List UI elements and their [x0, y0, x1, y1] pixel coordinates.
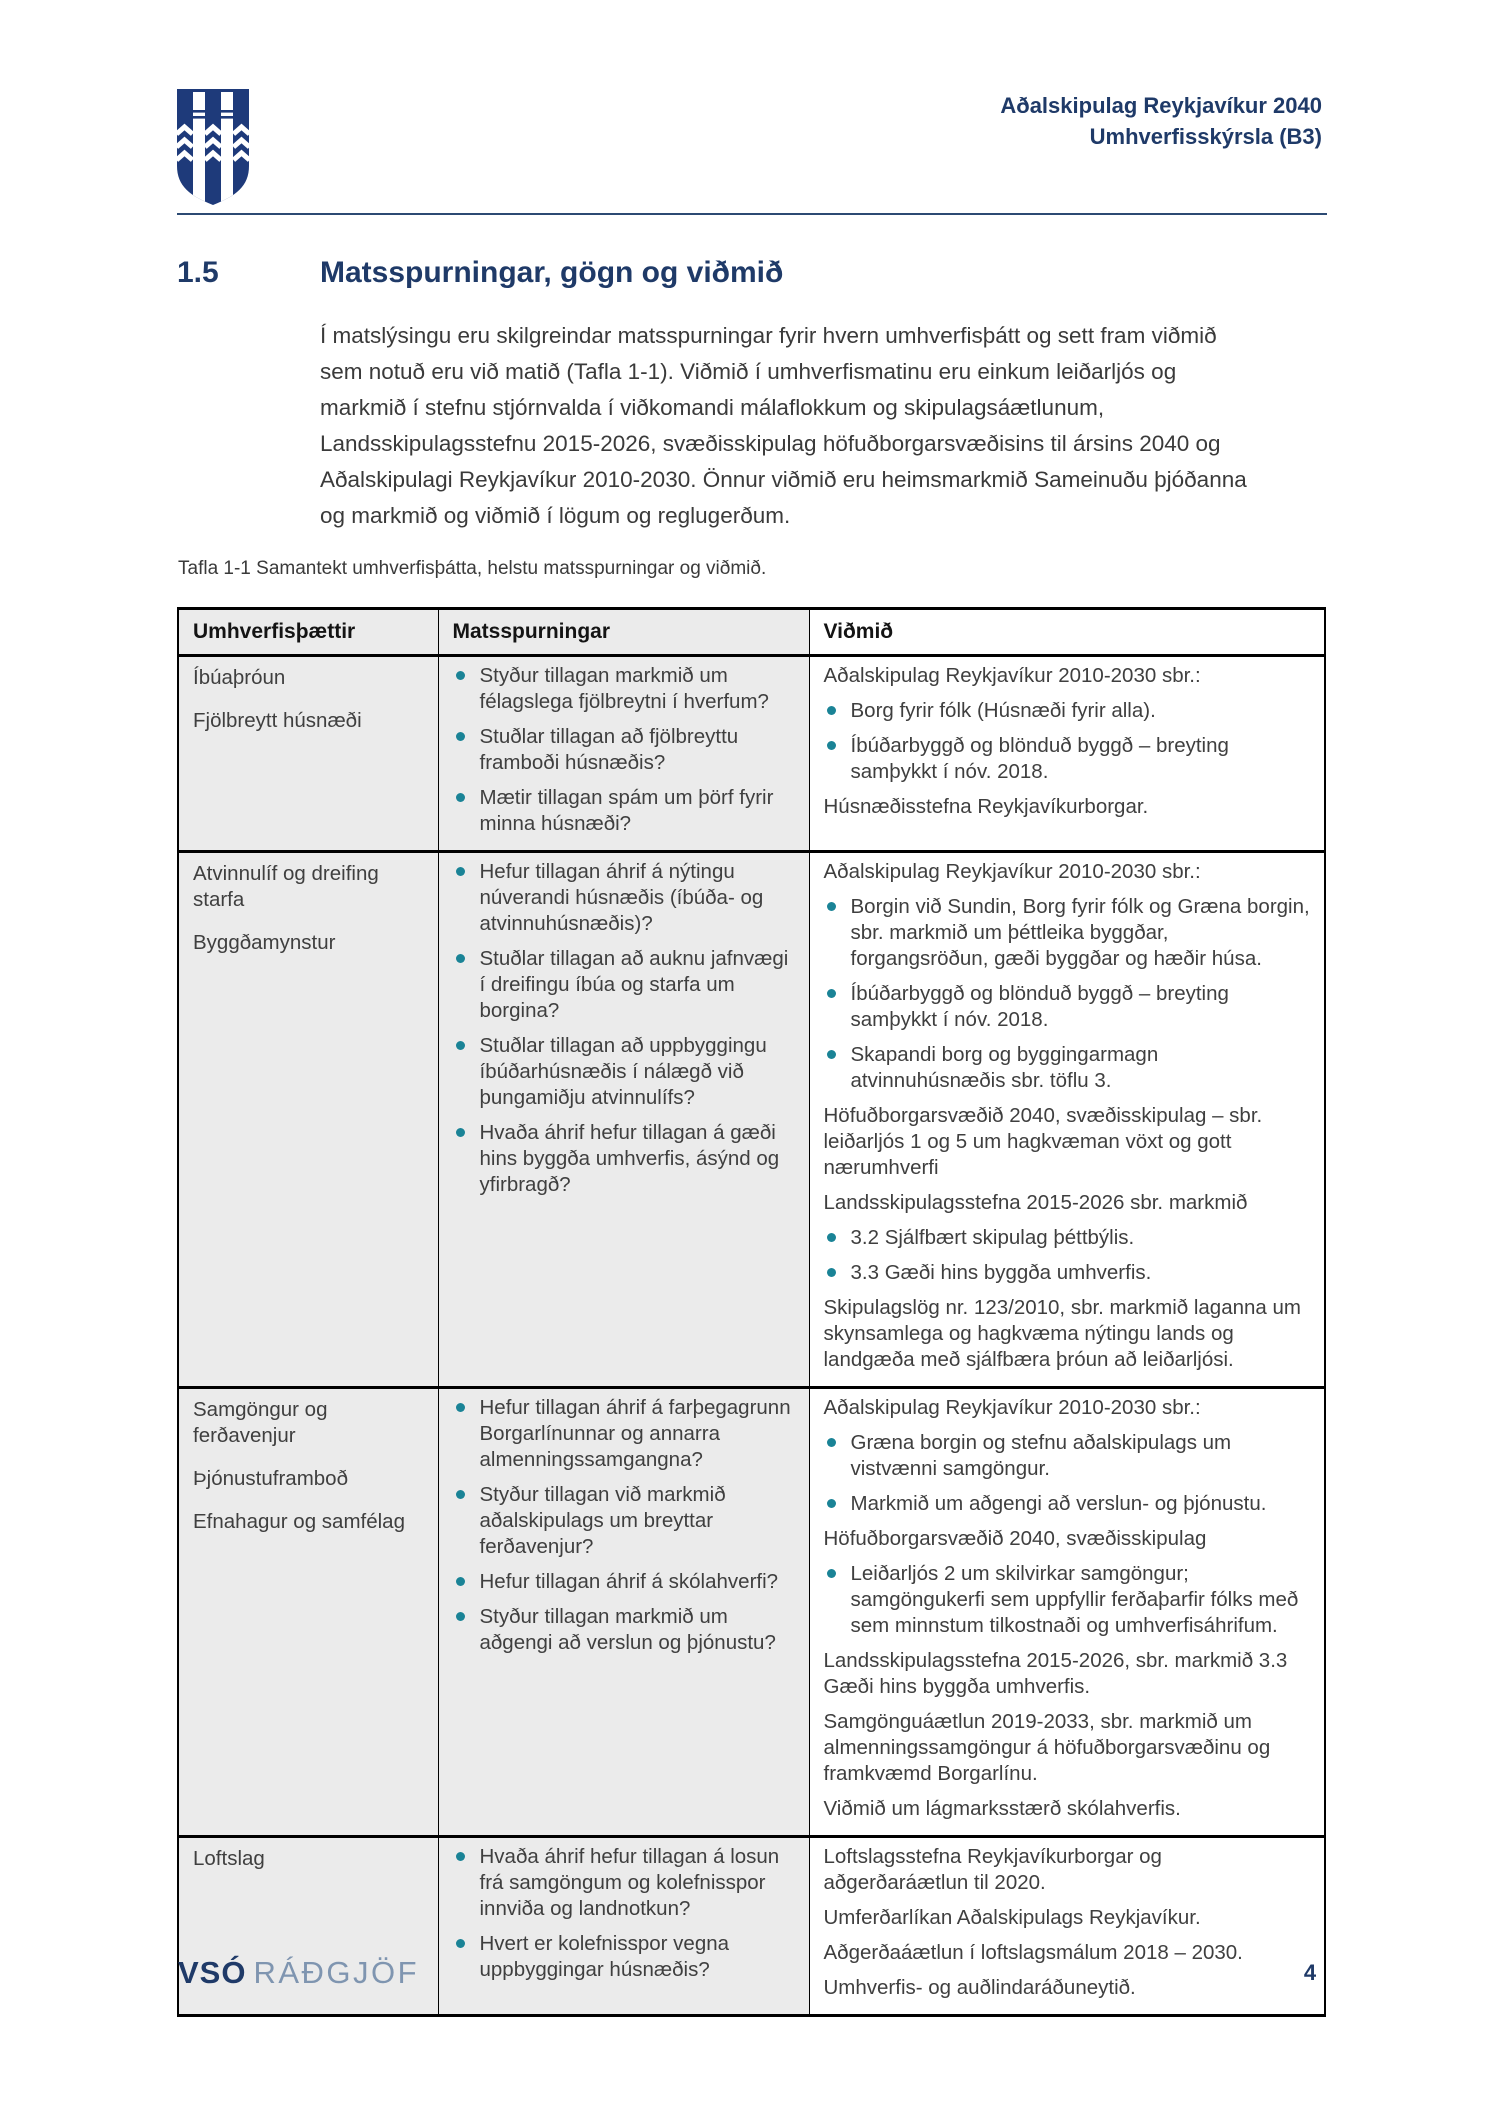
- factor-line: Efnahagur og samfélag: [193, 1510, 405, 1533]
- cell-assessment-questions: [438, 656, 809, 852]
- cell-criteria: [809, 1388, 1325, 1837]
- criterion-bullet-item: Leiðarljós 2 um skilvirkar samgöngur; samgöngukerfi sem uppfyllir ferðaþarfir fólks með sem minnstum tilkostnaði og umhverfisáhrifum.: [824, 1561, 1311, 1639]
- document-header: [1000, 90, 1322, 152]
- table-row: [178, 852, 1325, 1388]
- cell-criteria: [809, 1837, 1325, 2016]
- summary-table: [177, 607, 1326, 2017]
- criterion-bullet-item: Skapandi borg og byggingarmagn atvinnuhúsnæðis sbr. töflu 3.: [824, 1042, 1311, 1094]
- criterion-text: Samgönguáætlun 2019-2033, sbr. markmið um almenningssamgöngur á höfuðborgarsvæðinu og framkvæmd Borgarlínu.: [823, 1710, 1271, 1785]
- cell-criteria: [809, 852, 1325, 1388]
- factor-line: Íbúaþróun: [193, 666, 286, 689]
- criterion-text: Landsskipulagsstefna 2015-2026, sbr. markmið 3.3 Gæði hins byggða umhverfis.: [823, 1649, 1288, 1698]
- factor-line: Atvinnulíf og dreifing starfa: [193, 862, 379, 911]
- criterion-text: Loftslagsstefna Reykjavíkurborgar og aðgerðaráætlun til 2020.: [823, 1845, 1162, 1894]
- table-row: [178, 1388, 1325, 1837]
- question-bullet-item: Styður tillagan markmið um félagslega fjölbreytni í hverfum?: [453, 663, 795, 715]
- header-title-line1: Aðalskipulag Reykjavíkur 2040: [1000, 93, 1322, 118]
- criterion-bullet-item: Markmið um aðgengi að verslun- og þjónustu.: [824, 1491, 1311, 1517]
- criterion-text: Viðmið um lágmarksstærð skólahverfis.: [823, 1797, 1181, 1820]
- footer-logo-light: RÁÐGJÖF: [253, 1955, 420, 1990]
- header-divider: [177, 213, 1327, 215]
- criterion-text: Höfuðborgarsvæðið 2040, svæðisskipulag – sbr. leiðarljós 1 og 5 um hagkvæman vöxt og gott nærumhverfi: [823, 1104, 1263, 1179]
- question-bullet-item: Hefur tillagan áhrif á farþegagrunn Borgarlínunnar og annarra almenningssamgangna?: [453, 1395, 795, 1473]
- cell-assessment-questions: [438, 852, 809, 1388]
- question-bullet-item: Hvaða áhrif hefur tillagan á gæði hins byggða umhverfis, ásýnd og yfirbragð?: [453, 1120, 795, 1198]
- question-bullet-item: Hefur tillagan áhrif á skólahverfi?: [453, 1569, 795, 1595]
- cell-environmental-factors: [178, 656, 438, 852]
- criterion-text: Húsnæðisstefna Reykjavíkurborgar.: [823, 795, 1149, 818]
- table-body: [178, 656, 1325, 2016]
- question-bullet-item: Mætir tillagan spám um þörf fyrir minna húsnæði?: [453, 785, 795, 837]
- footer-logo: [178, 1955, 419, 1991]
- criterion-text: Höfuðborgarsvæðið 2040, svæðisskipulag: [823, 1527, 1207, 1550]
- cell-assessment-questions: [438, 1388, 809, 1837]
- criterion-text: Aðalskipulag Reykjavíkur 2010-2030 sbr.:: [823, 1396, 1201, 1419]
- question-bullet-item: Stuðlar tillagan að uppbyggingu íbúðarhúsnæðis í nálægð við þungamiðju atvinnulífs?: [453, 1033, 795, 1111]
- intro-paragraph: Í matslýsingu eru skilgreindar matsspurningar fyrir hvern umhverfisþátt og sett fram viðmið sem notuð eru við matið (Tafla 1-1). Viðmið í umhverfismatinu eru einkum leiðarljós og markmið í stefnu stjórnvalda í viðkomandi málaflokkum og skipulagsáætlunum, Landsskipulagsstefnu 2015-2026, svæðisskipulag höfuðborgarsvæðisins til ársins 2040 og Aðalskipulagi Reykjavíkur 2010-2030. Önnur viðmið eru heimsmarkmið Sameinuðu þjóðanna og markmið og viðmið í lögum og reglugerðum.: [320, 323, 1247, 528]
- table-row: [178, 656, 1325, 852]
- question-bullet-item: Hvert er kolefnisspor vegna uppbyggingar húsnæðis?: [453, 1931, 795, 1983]
- reykjavik-coat-of-arms-icon: [176, 88, 250, 206]
- criterion-bullet-item: Íbúðarbyggð og blönduð byggð – breyting samþykkt í nóv. 2018.: [824, 733, 1311, 785]
- question-bullet-item: Stuðlar tillagan að auknu jafnvægi í dreifingu íbúa og starfa um borgina?: [453, 946, 795, 1024]
- criterion-bullet-item: 3.2 Sjálfbært skipulag þéttbýlis.: [824, 1225, 1311, 1251]
- criterion-bullet-item: 3.3 Gæði hins byggða umhverfis.: [824, 1260, 1311, 1286]
- header-title-line2: Umhverfisskýrsla (B3): [1089, 124, 1322, 149]
- table-caption: Tafla 1-1 Samantekt umhverfisþátta, helstu matsspurningar og viðmið.: [178, 558, 767, 579]
- question-bullet-item: Hefur tillagan áhrif á nýtingu núverandi húsnæðis (íbúða- og atvinnuhúsnæðis)?: [453, 859, 795, 937]
- column-header-criteria: Viðmið: [809, 609, 1325, 656]
- criterion-bullet-item: Íbúðarbyggð og blönduð byggð – breyting samþykkt í nóv. 2018.: [824, 981, 1311, 1033]
- factor-line: Samgöngur og ferðavenjur: [193, 1398, 328, 1447]
- criterion-text: Umhverfis- og auðlindaráðuneytið.: [823, 1976, 1136, 1999]
- column-header-factors: Umhverfisþættir: [178, 609, 438, 656]
- footer-logo-bold: VSÓ: [178, 1955, 247, 1990]
- cell-environmental-factors: [178, 1388, 438, 1837]
- column-header-questions: Matsspurningar: [438, 609, 809, 656]
- criterion-text: Landsskipulagsstefna 2015-2026 sbr. markmið: [823, 1191, 1248, 1214]
- table-header-row: [178, 609, 1325, 656]
- question-bullet-item: Styður tillagan markmið um aðgengi að verslun og þjónustu?: [453, 1604, 795, 1656]
- section-title: Matsspurningar, gögn og viðmið: [320, 256, 784, 289]
- criterion-bullet-item: Græna borgin og stefnu aðalskipulags um vistvænni samgöngur.: [824, 1430, 1311, 1482]
- section-heading: [177, 256, 783, 290]
- criterion-text: Aðalskipulag Reykjavíkur 2010-2030 sbr.:: [823, 860, 1201, 883]
- cell-assessment-questions: [438, 1837, 809, 2016]
- question-bullet-item: Styður tillagan við markmið aðalskipulags um breyttar ferðavenjur?: [453, 1482, 795, 1560]
- page-number: 4: [1303, 1960, 1317, 1985]
- factor-line: Loftslag: [193, 1847, 265, 1870]
- criterion-text: Umferðarlíkan Aðalskipulags Reykjavíkur.: [823, 1906, 1201, 1929]
- factor-line: Þjónustuframboð: [193, 1467, 348, 1490]
- factor-line: Byggðamynstur: [193, 931, 336, 954]
- factor-line: Fjölbreytt húsnæði: [193, 709, 362, 732]
- cell-criteria: [809, 656, 1325, 852]
- criterion-text: Skipulagslög nr. 123/2010, sbr. markmið laganna um skynsamlega og hagkvæma nýtingu lands og landgæða með sjálfbæra þróun að leiðarljósi.: [823, 1296, 1301, 1371]
- section-number: 1.5: [177, 256, 219, 289]
- question-bullet-item: Hvaða áhrif hefur tillagan á losun frá samgöngum og kolefnisspor innviða og landnotkun?: [453, 1844, 795, 1922]
- criterion-bullet-item: Borg fyrir fólk (Húsnæði fyrir alla).: [824, 698, 1311, 724]
- criterion-text: Aðalskipulag Reykjavíkur 2010-2030 sbr.:: [823, 664, 1201, 687]
- cell-environmental-factors: [178, 852, 438, 1388]
- criterion-bullet-item: Borgin við Sundin, Borg fyrir fólk og Græna borgin, sbr. markmið um þéttleika byggðar, forgangsröðun, gæði byggðar og hæðir húsa.: [824, 894, 1311, 972]
- question-bullet-item: Stuðlar tillagan að fjölbreyttu framboði húsnæðis?: [453, 724, 795, 776]
- criterion-text: Aðgerðaáætlun í loftslagsmálum 2018 – 2030.: [823, 1941, 1243, 1964]
